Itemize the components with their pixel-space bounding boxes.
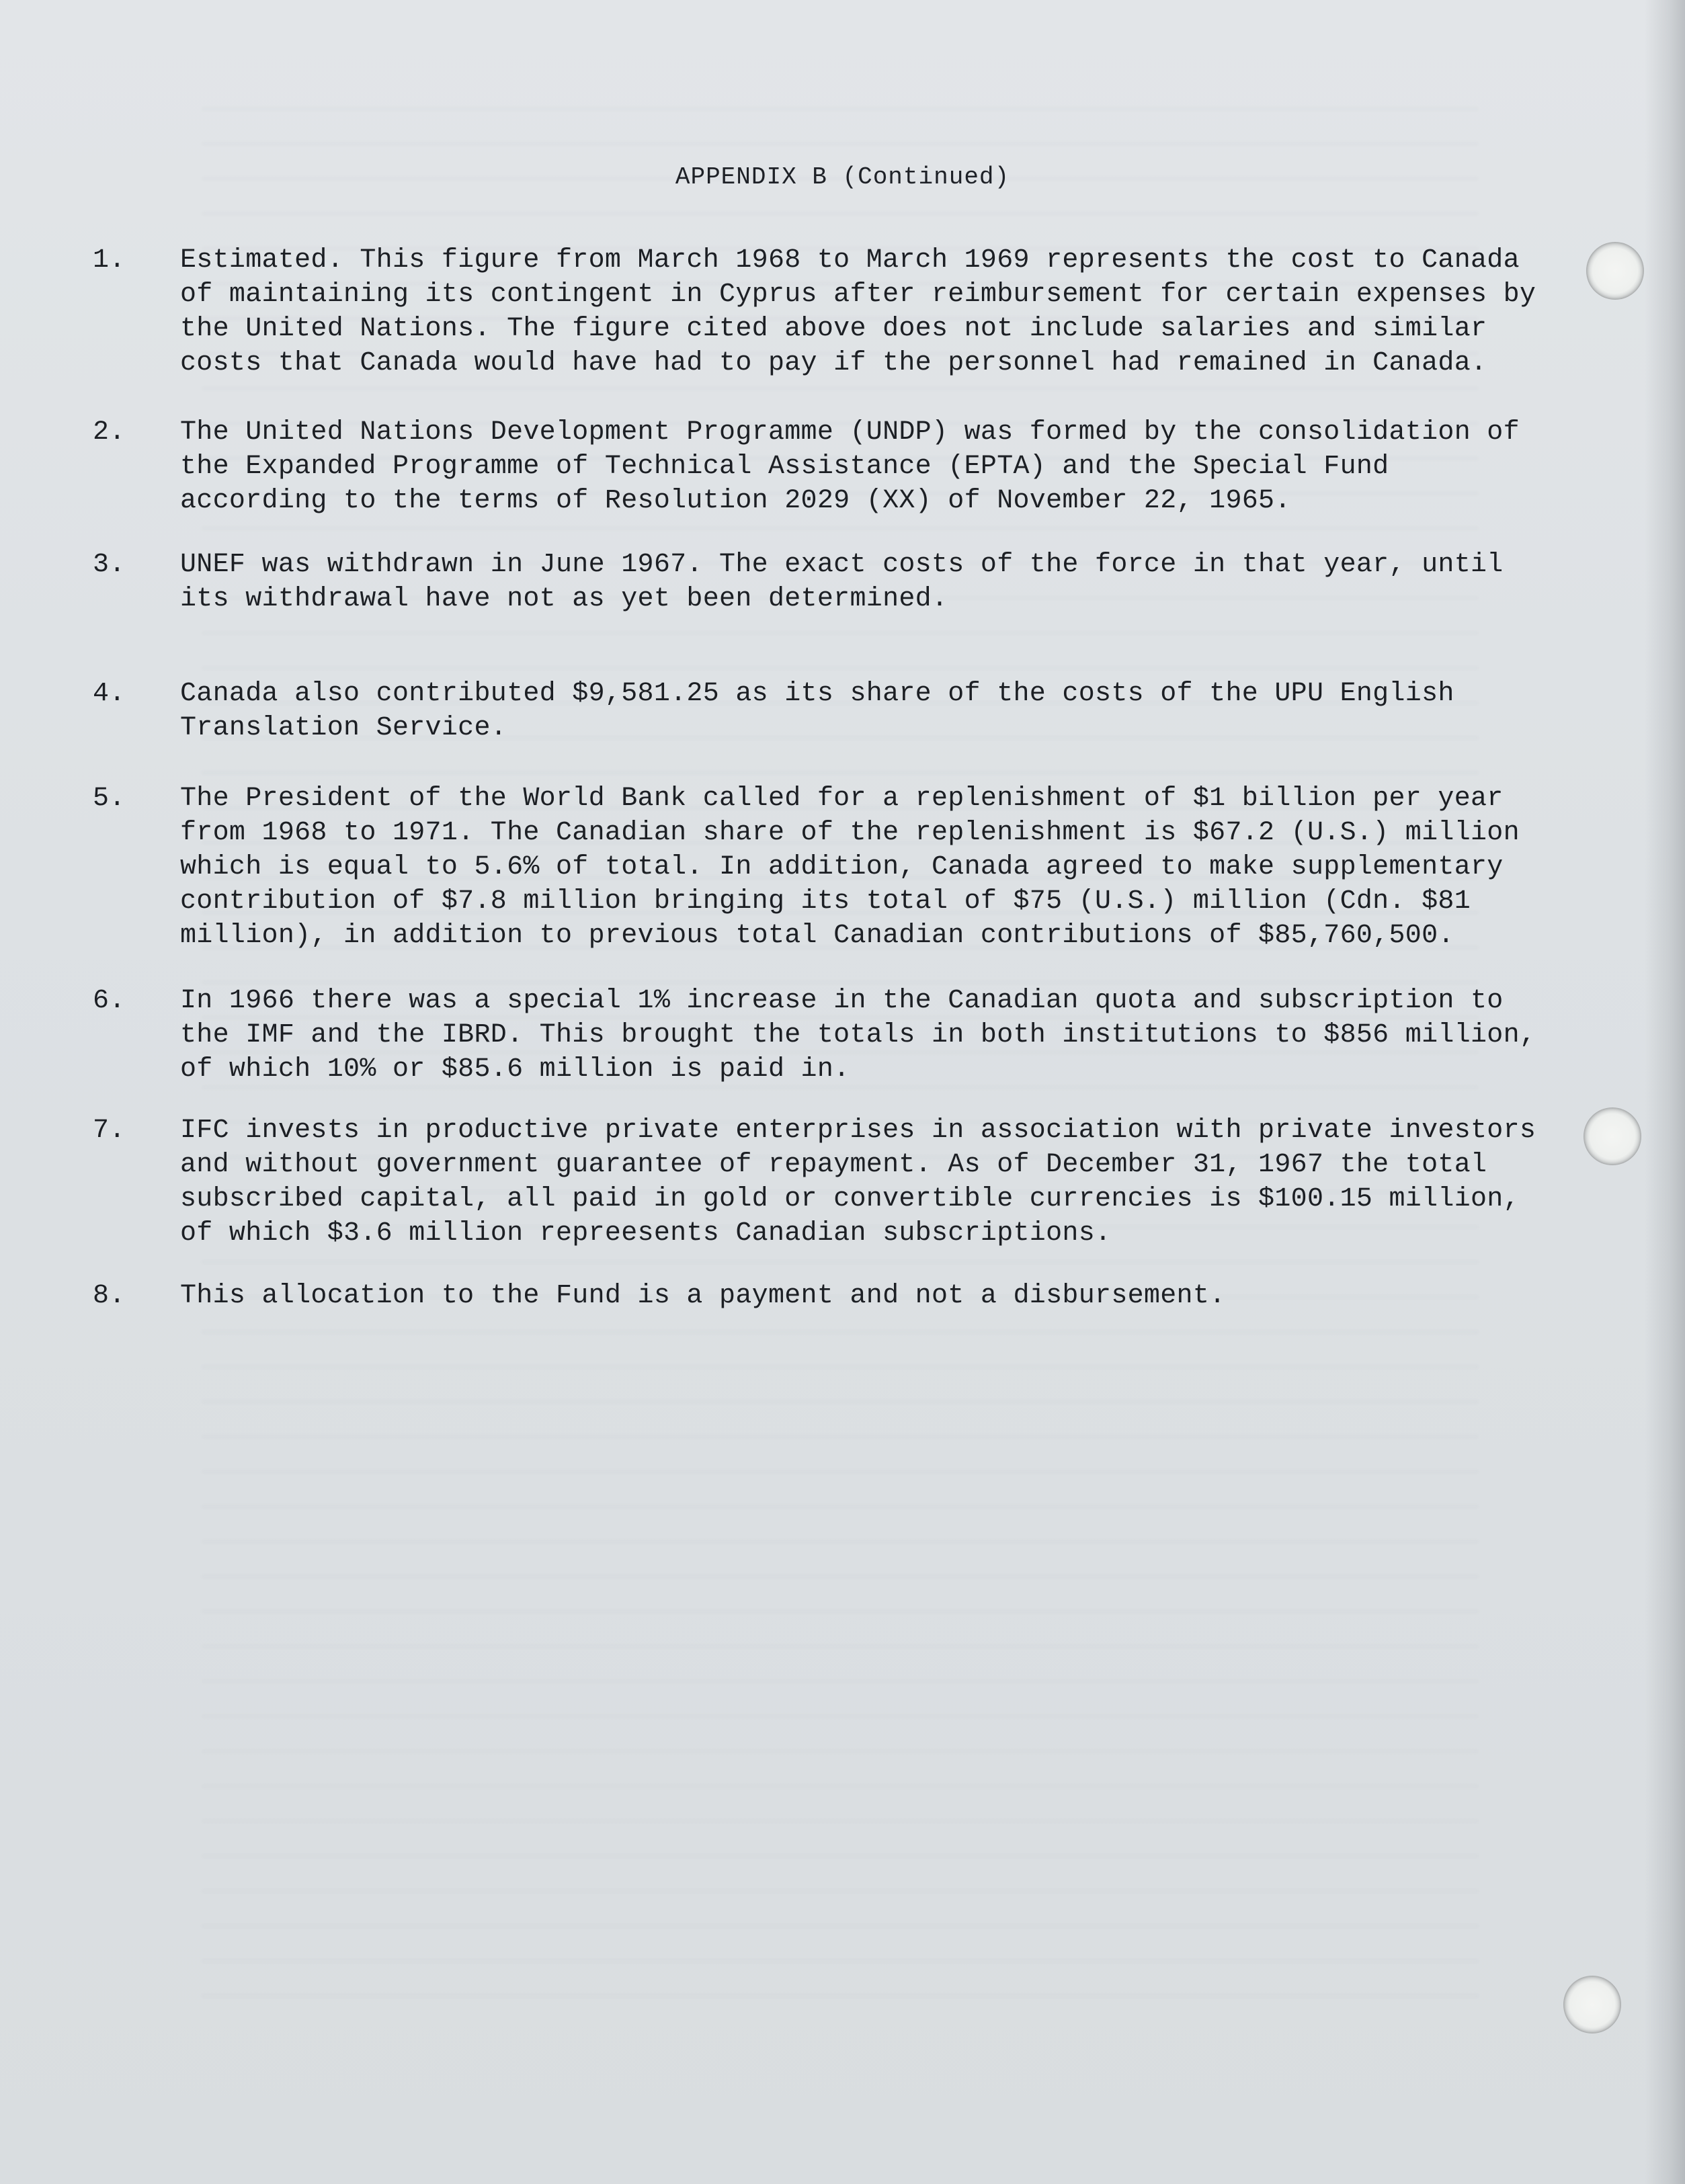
footnote-number: 6.: [93, 986, 126, 1016]
footnote-text: The United Nations Development Programme (UNDP) was formed by the consolidation of the Expanded Programme of Technical Assistance (EPTA) and the Special Fund according to the terms of Resolution 2029 (XX) of November 22, 1965.: [180, 417, 1520, 516]
punch-hole-icon: [1563, 1976, 1621, 2033]
footnote-number: 1.: [93, 245, 126, 276]
footnote-text: Estimated. This figure from March 1968 to March 1969 represents the cost to Canada of maintaining its contingent in Cyprus after reimbursement for certain expenses by the United Nations. The figure cited above does not include salaries and similar costs that Canada would have had to pay if the personnel had remained in Canada.: [180, 245, 1536, 378]
punch-hole-icon: [1584, 1107, 1641, 1165]
footnote-number: 2.: [93, 417, 126, 448]
footnote-number: 7.: [93, 1116, 126, 1146]
footnote-item: [93, 548, 1538, 616]
footnote-text: In 1966 there was a special 1% increase in the Canadian quota and subscription to the IMF and the IBRD. This brought the totals in both institutions to $856 million, of which 10% or $85.6 million is paid in.: [180, 986, 1536, 1085]
footnote-number: 5.: [93, 784, 126, 814]
footnote-item: [93, 984, 1538, 1087]
footnote-item: [93, 782, 1538, 953]
footnote-text: Canada also contributed $9,581.25 as its share of the costs of the UPU English Translation Service.: [180, 679, 1454, 743]
footnote-item: [93, 677, 1538, 745]
footnotes-list: [93, 243, 1538, 1348]
footnote-item: [93, 243, 1538, 380]
footnote-item: [93, 1114, 1538, 1251]
punch-hole-icon: [1586, 242, 1644, 300]
footnote-text: IFC invests in productive private enterprises in association with private investors and without government guarantee of repayment. As of December 31, 1967 the total subscribed capital, all paid in gold or convertible currencies is $100.15 million, of which $3.6 million repreesents Canadian subscriptions.: [180, 1116, 1536, 1249]
footnote-number: 8.: [93, 1281, 126, 1311]
footnote-item: [93, 415, 1538, 518]
page-edge-shadow: [1645, 0, 1685, 2184]
page-heading: APPENDIX B (Continued): [675, 163, 1010, 191]
footnote-item: [93, 1279, 1538, 1313]
footnote-text: UNEF was withdrawn in June 1967. The exact costs of the force in that year, until its withdrawal have not as yet been determined.: [180, 550, 1504, 614]
footnote-number: 3.: [93, 550, 126, 580]
footnote-number: 4.: [93, 679, 126, 709]
footnote-text: This allocation to the Fund is a payment and not a disbursement.: [180, 1281, 1226, 1311]
footnote-text: The President of the World Bank called for a replenishment of $1 billion per year from 1968 to 1971. The Canadian share of the replenishment is $67.2 (U.S.) million which is equal to 5.6% of total. In addition, Canada agreed to make supplementary contribution of $7.8 million bringing its total of $75 (U.S.) million (Cdn. $81 million), in addition to previous total Canadian contributions of $85,760,500.: [180, 784, 1520, 951]
